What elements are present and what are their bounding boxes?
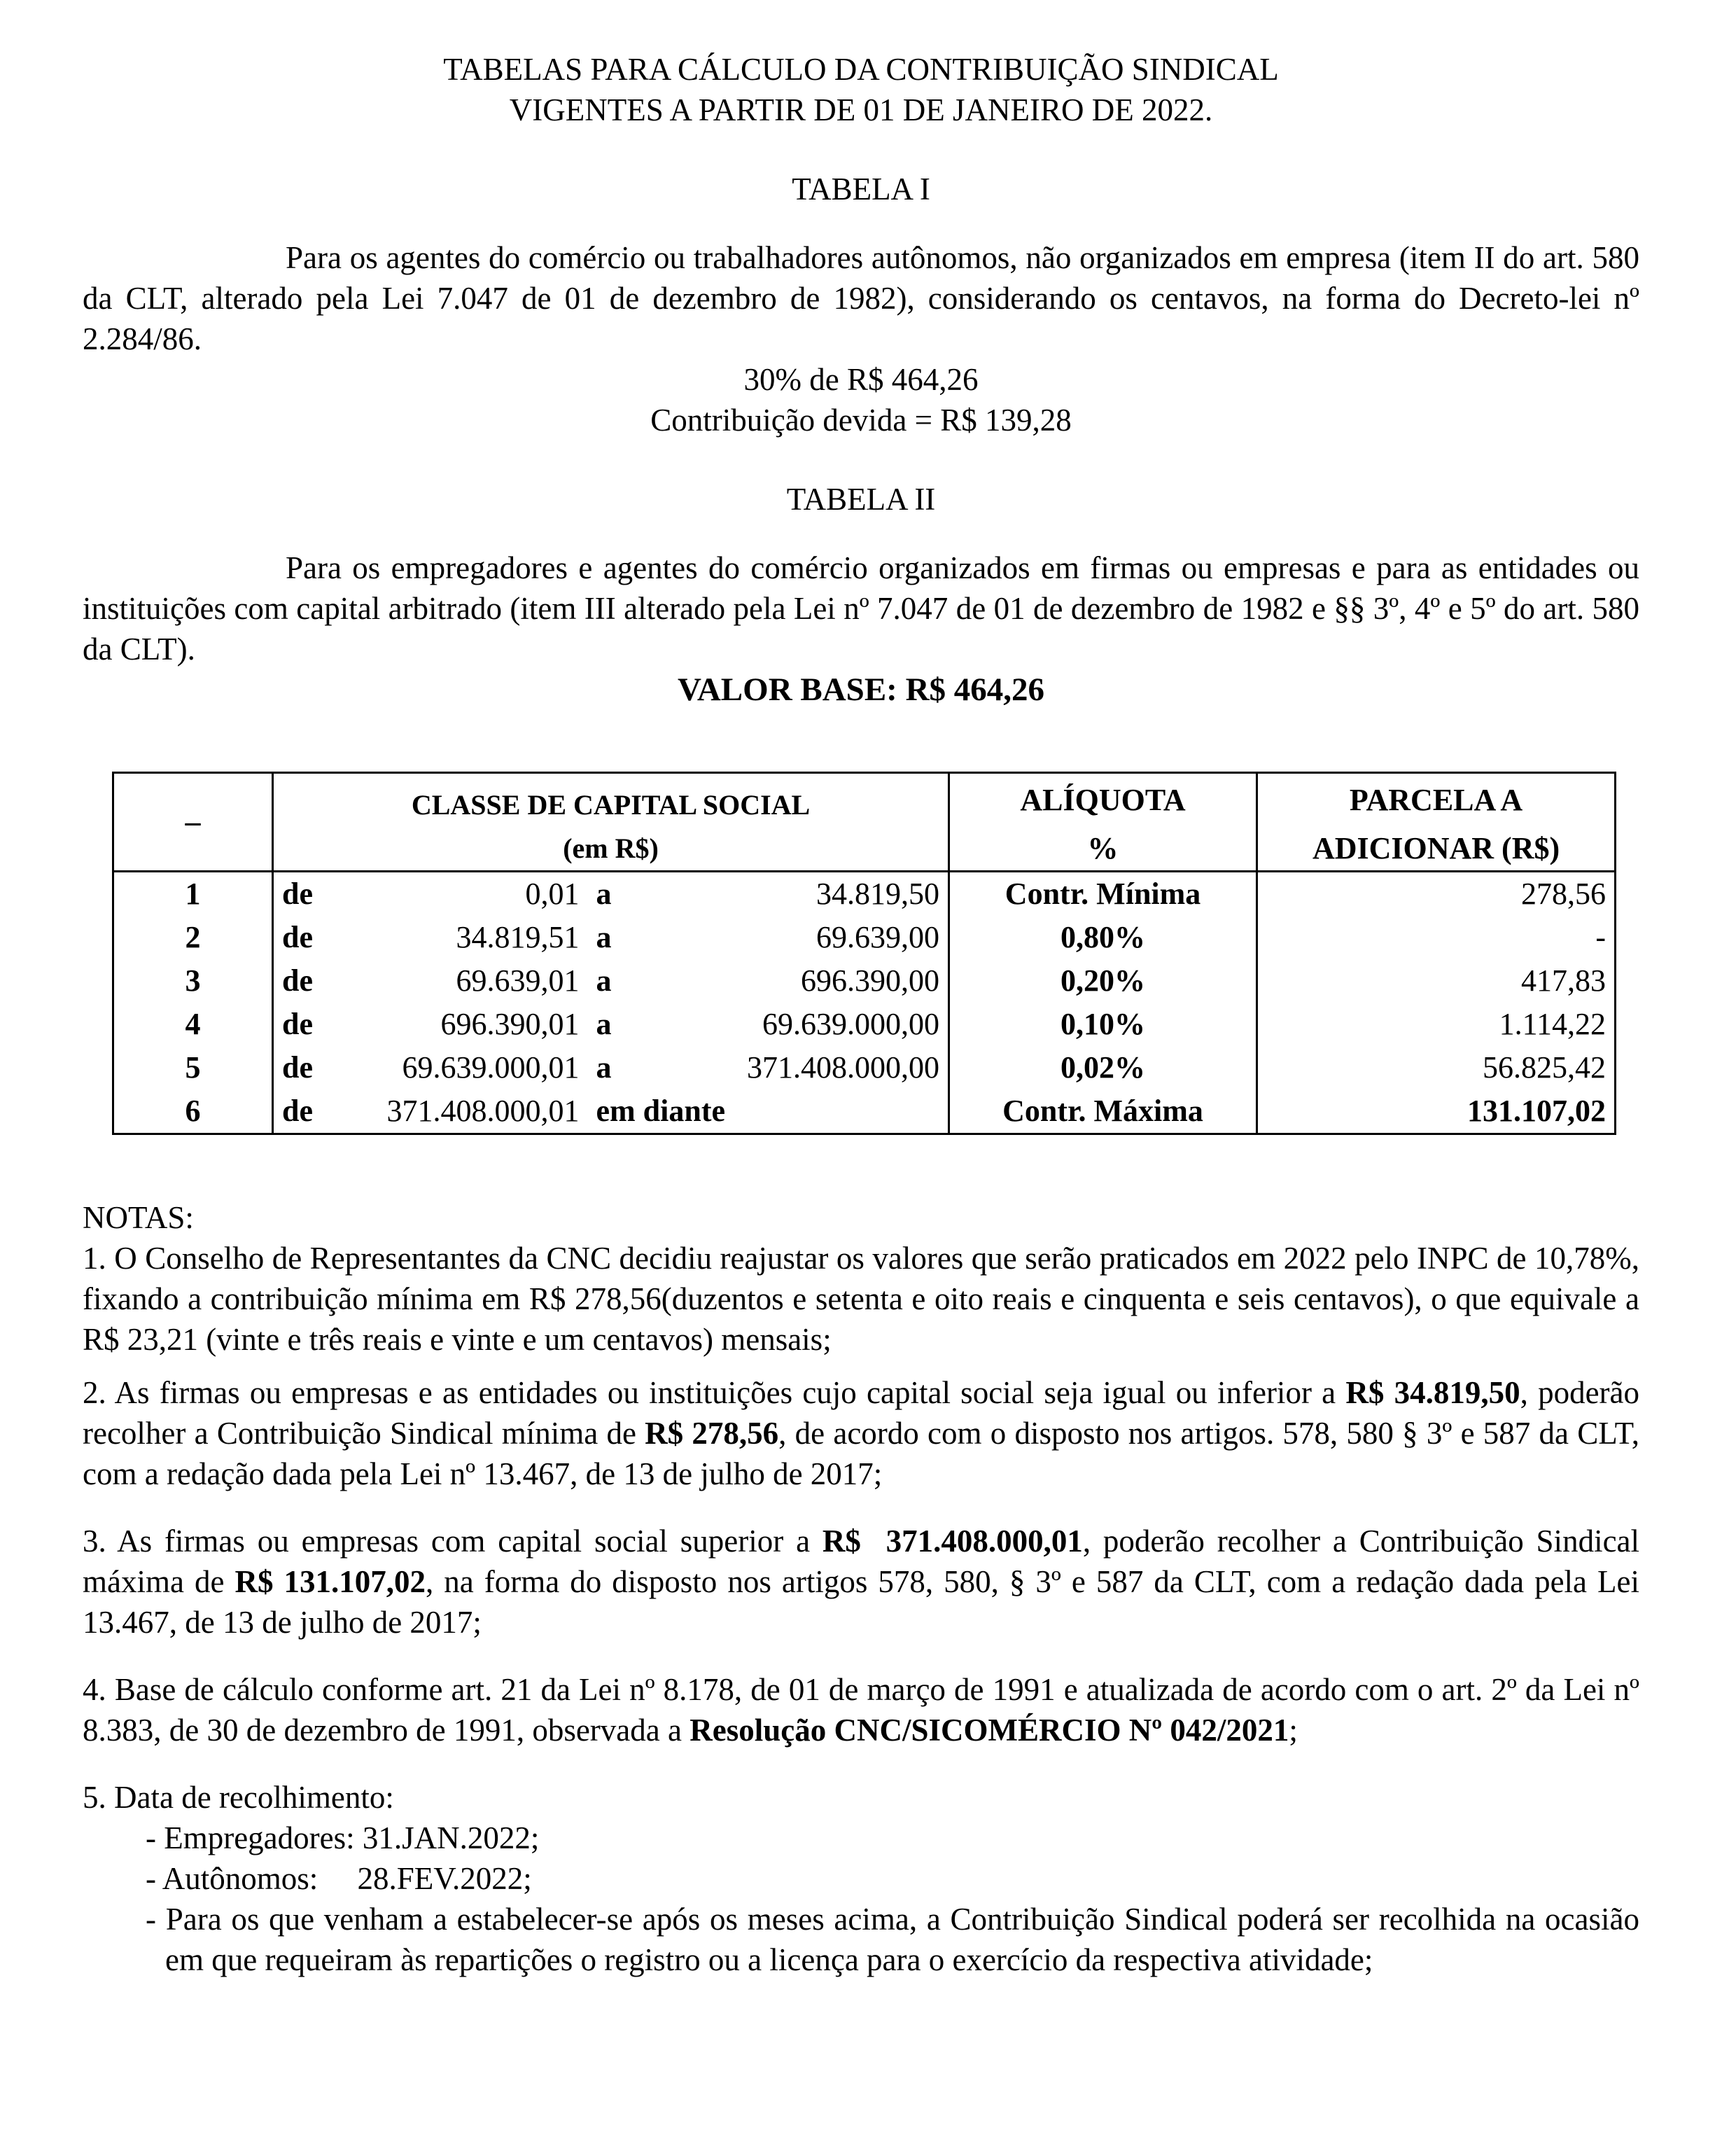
row-to-value: 371.408.000,00 [728, 1046, 949, 1089]
row-a-label: a [596, 1050, 612, 1085]
row-a-label: a [596, 1007, 612, 1041]
nota-2-bold-capital: R$ 34.819,50 [1345, 1375, 1520, 1410]
table-header-row-2 [113, 827, 1616, 872]
row-index: 6 [113, 1089, 273, 1134]
row-to-value: 696.390,00 [728, 959, 949, 1003]
page-title [83, 49, 1639, 130]
row-aliquota: 0,20% [949, 959, 1257, 1003]
nota-4-bold-resolucao: Resolução CNC/SICOMÉRCIO Nº 042/2021 [690, 1713, 1289, 1748]
table-row [113, 872, 1616, 917]
row-parcela: - [1595, 920, 1606, 954]
table-row [113, 1003, 1616, 1046]
nota-5-item-outros: - Para os que venham a estabelecer-se após os meses acima, a Contribuição Sindical poderá ser recolhida na ocasião em que requeiram às repartições o registro ou a licença para o exercício da respectiva atividade; [146, 1902, 1639, 1977]
nota-2-bold-minimo: R$ 278,56 [645, 1416, 779, 1451]
tabela-2-heading: TABELA II [786, 482, 936, 517]
table-row [113, 959, 1616, 1003]
row-parcela: 417,83 [1521, 963, 1606, 998]
row-index: 4 [113, 1003, 273, 1046]
row-de-label: de [282, 963, 313, 998]
nota-3-bold-maximo: R$ 131.107,02 [234, 1564, 426, 1599]
row-from-value: 34.819,51 [456, 920, 580, 954]
row-a-label: a [596, 877, 612, 911]
nota-3-text-a: 3. As firmas ou empresas com capital social superior a [83, 1524, 822, 1559]
row-de-label: de [282, 877, 313, 911]
row-to-value: 34.819,50 [728, 872, 949, 917]
tabela-1-calc-line-1: 30% de R$ 464,26 [743, 362, 979, 397]
title-line-2: VIGENTES A PARTIR DE 01 DE JANEIRO DE 2022. [509, 92, 1213, 127]
table-row [113, 1046, 1616, 1089]
row-index: 2 [113, 916, 273, 959]
row-index: 3 [113, 959, 273, 1003]
row-from-value: 0,01 [525, 877, 580, 911]
table-body [113, 872, 1616, 1134]
tabela-1-paragraph: Para os agentes do comércio ou trabalhadores autônomos, não organizados em empresa (item II do art. 580 da CLT, alterado pela Lei 7.047 de 01 de dezembro de 1982), considerando os centavos, na forma do Decreto-lei nº 2.284/86. [83, 240, 1639, 356]
nota-2-text-a: 2. As firmas ou empresas e as entidades ou instituições cujo capital social seja igual ou inferior a [83, 1375, 1346, 1410]
row-parcela: 278,56 [1521, 877, 1606, 911]
table-row [113, 1089, 1616, 1134]
nota-4-text-a: 4. Base de cálculo conforme art. 21 da Lei nº 8.178, de 01 de março de 1991 e atualizada de acordo com o art. 2º da Lei nº 8.383, de 30 de dezembro de 1991, observada a [83, 1672, 1639, 1748]
header-classe-line-2: (em R$) [273, 827, 949, 872]
row-de-label: de [282, 920, 313, 954]
header-parcela-line-2: ADICIONAR (R$) [1257, 827, 1616, 872]
row-parcela: 1.114,22 [1499, 1007, 1606, 1041]
title-line-1: TABELAS PARA CÁLCULO DA CONTRIBUIÇÃO SINDICAL [443, 52, 1279, 87]
row-to-value: 69.639,00 [728, 916, 949, 959]
table-row [113, 916, 1616, 959]
row-de-label: de [282, 1094, 313, 1128]
notas-heading: NOTAS: [83, 1200, 194, 1235]
nota-3 [83, 1521, 1639, 1643]
row-from-value: 69.639.000,01 [402, 1050, 580, 1085]
nota-4 [83, 1669, 1639, 1750]
nota-1: 1. O Conselho de Representantes da CNC decidiu reajustar os valores que serão praticados em 2022 pelo INPC de 10,78%, fixando a contribuição mínima em R$ 278,56(duzentos e setenta e oito reais e cinquenta e seis centavos), o que equivale a R$ 23,21 (vinte e três reais e vinte e um centavos) mensais; [83, 1241, 1639, 1357]
nota-3-bold-capital: R$ 371.408.000,01 [822, 1524, 1083, 1559]
notas-section [83, 1197, 1639, 1980]
row-a-label: em diante [588, 1089, 949, 1134]
nota-5-item-autonomos: - Autônomos: 28.FEV.2022; [146, 1861, 532, 1896]
row-from-value: 371.408.000,01 [386, 1094, 580, 1128]
tabela-1-heading: TABELA I [792, 172, 930, 207]
row-to-value: 69.639.000,00 [728, 1003, 949, 1046]
row-index: 1 [113, 872, 273, 917]
header-index: – [113, 773, 273, 872]
capital-social-table [112, 772, 1616, 1135]
row-parcela: 56.825,42 [1483, 1050, 1606, 1085]
row-from-value: 69.639,01 [456, 963, 580, 998]
row-aliquota: 0,10% [949, 1003, 1257, 1046]
tabela-2-paragraph: Para os empregadores e agentes do comércio organizados em firmas ou empresas e para as entidades ou instituições com capital arbitrado (item III alterado pela Lei nº 7.047 de 01 de dezembro de 1982 e §§ 3º, 4º e 5º do art. 580 da CLT). [83, 550, 1639, 667]
nota-5: 5. Data de recolhimento: [83, 1780, 394, 1815]
row-index: 5 [113, 1046, 273, 1089]
nota-3-text-e: , na forma do disposto nos artigos 578, 580, § 3º e 587 da CLT, com a redação dada pela Lei 13.467, de 13 de julho de 2017; [83, 1564, 1640, 1640]
nota-3-text-c: , poderão recolher a Contribuição Sindical máxima de [83, 1524, 1640, 1599]
nota-2-text-c: , poderão recolher a Contribuição Sindical mínima de [83, 1375, 1640, 1451]
row-aliquota: 0,80% [949, 916, 1257, 959]
header-aliquota-line-2: % [949, 827, 1257, 872]
nota-5-list [83, 1818, 1639, 1980]
nota-2-text-e: , de acordo com o disposto nos artigos. 578, 580 § 3º e 587 da CLT, com a redação dada pela Lei nº 13.467, de 13 de julho de 2017; [83, 1416, 1639, 1491]
row-de-label: de [282, 1050, 313, 1085]
tabela-1-calc-line-2: Contribuição devida = R$ 139,28 [650, 403, 1072, 438]
row-from-value: 696.390,01 [440, 1007, 580, 1041]
row-a-label: a [596, 963, 612, 998]
header-parcela-line-1: PARCELA A [1349, 783, 1523, 817]
row-aliquota: 0,02% [949, 1046, 1257, 1089]
row-de-label: de [282, 1007, 313, 1041]
valor-base: VALOR BASE: R$ 464,26 [677, 671, 1045, 708]
header-aliquota-line-1: ALÍQUOTA [949, 773, 1257, 828]
nota-2 [83, 1372, 1639, 1494]
nota-5-item-empregadores: - Empregadores: 31.JAN.2022; [146, 1820, 540, 1855]
row-a-label: a [596, 920, 612, 954]
table-header-row-1 [113, 773, 1616, 828]
document-page [83, 49, 1639, 710]
row-parcela: 131.107,02 [1467, 1094, 1606, 1128]
nota-4-text-c: ; [1289, 1713, 1298, 1748]
header-classe-line-1: CLASSE DE CAPITAL SOCIAL [273, 773, 949, 828]
row-aliquota: Contr. Mínima [949, 872, 1257, 917]
row-aliquota: Contr. Máxima [949, 1089, 1257, 1134]
